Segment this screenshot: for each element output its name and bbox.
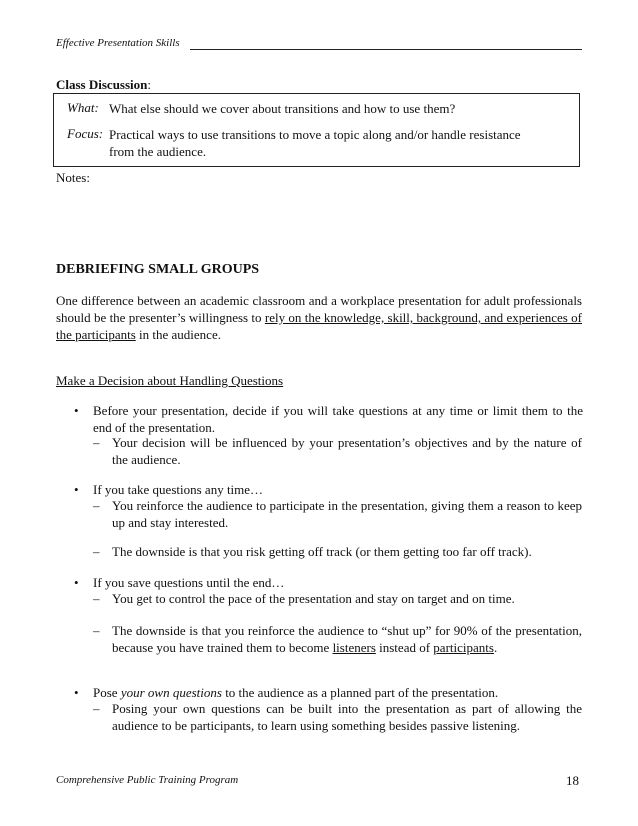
class-discussion-title: [56, 76, 151, 93]
focus-text-line1: Practical ways to use transitions to move a topic along and/or handle resistance: [109, 127, 521, 142]
page-number: 18: [566, 773, 579, 788]
header-rule: [190, 49, 582, 50]
participants-word: participants: [433, 640, 494, 655]
b4-part2: to the audience as a planned part of the presentation.: [221, 685, 499, 700]
dash-marker: –: [93, 435, 100, 450]
intro-paragraph: [56, 292, 582, 343]
focus-label: Focus:: [67, 126, 104, 141]
para-underlined: rely on the knowledge, skill, background, and experiences of the participants: [56, 310, 582, 342]
b4-part1: Pose: [93, 685, 121, 700]
dash-marker: –: [93, 701, 100, 716]
dash-marker: –: [93, 591, 100, 606]
discussion-box: [53, 93, 580, 167]
class-discussion-colon: :: [147, 77, 152, 92]
what-label: What:: [67, 100, 99, 115]
notes-label: Notes:: [56, 170, 90, 185]
dash-marker: –: [93, 623, 100, 638]
bullet-2-sub-1: You reinforce the audience to participate in the presentation, giving them a reason to keep up and stay interested.: [112, 498, 582, 530]
bullet-4-text: [93, 684, 498, 701]
b3-d2-end: .: [493, 640, 498, 655]
focus-text-line2: from the audience.: [109, 144, 207, 159]
b3-d2-part2: instead of: [375, 640, 434, 655]
b4-italic: your own questions: [120, 685, 222, 700]
header-title: Effective Presentation Skills: [56, 37, 180, 49]
bullet-dot: •: [74, 685, 79, 700]
bullet-dot: •: [74, 403, 79, 418]
dash-marker: –: [93, 498, 100, 513]
listeners-word: listeners: [332, 640, 376, 655]
b3-d2-part1: The downside is that you reinforce the audience to “shut up” for 90% of the presentation, because you have trained them to become: [112, 623, 582, 655]
section-heading: DEBRIEFING SMALL GROUPS: [56, 262, 260, 277]
what-text: What else should we cover about transitions and how to use them?: [109, 101, 456, 116]
bullet-2-sub-2: The downside is that you risk getting off track (or them getting too far off track).: [112, 544, 532, 559]
subheading: Make a Decision about Handling Questions: [56, 373, 284, 388]
bullet-3-sub-2: [112, 622, 582, 656]
bullet-dot: •: [74, 575, 79, 590]
dash-marker: –: [93, 544, 100, 559]
bullet-1-sub-1: Your decision will be influenced by your presentation’s objectives and by the nature of the audience.: [112, 435, 582, 467]
footer-program: Comprehensive Public Training Program: [56, 774, 239, 786]
para-part2: in the audience.: [135, 327, 221, 342]
bullet-3-text: If you save questions until the end…: [93, 575, 285, 590]
bullet-3-sub-1: You get to control the pace of the presentation and stay on target and on time.: [112, 591, 515, 606]
bullet-dot: •: [74, 482, 79, 497]
para-part1: One difference between an academic classroom and a workplace presentation for adult professionals should be the presenter’s willingness to: [56, 293, 582, 325]
bullet-2-text: If you take questions any time…: [93, 482, 264, 497]
class-discussion-label: Class Discussion: [56, 77, 148, 92]
bullet-1-text: Before your presentation, decide if you will take questions at any time or limit them to the end of the presentation.: [93, 403, 583, 435]
bullet-4-sub-1: Posing your own questions can be built into the presentation as part of allowing the audience to be participants, to learn using something besides passive listening.: [112, 701, 582, 733]
